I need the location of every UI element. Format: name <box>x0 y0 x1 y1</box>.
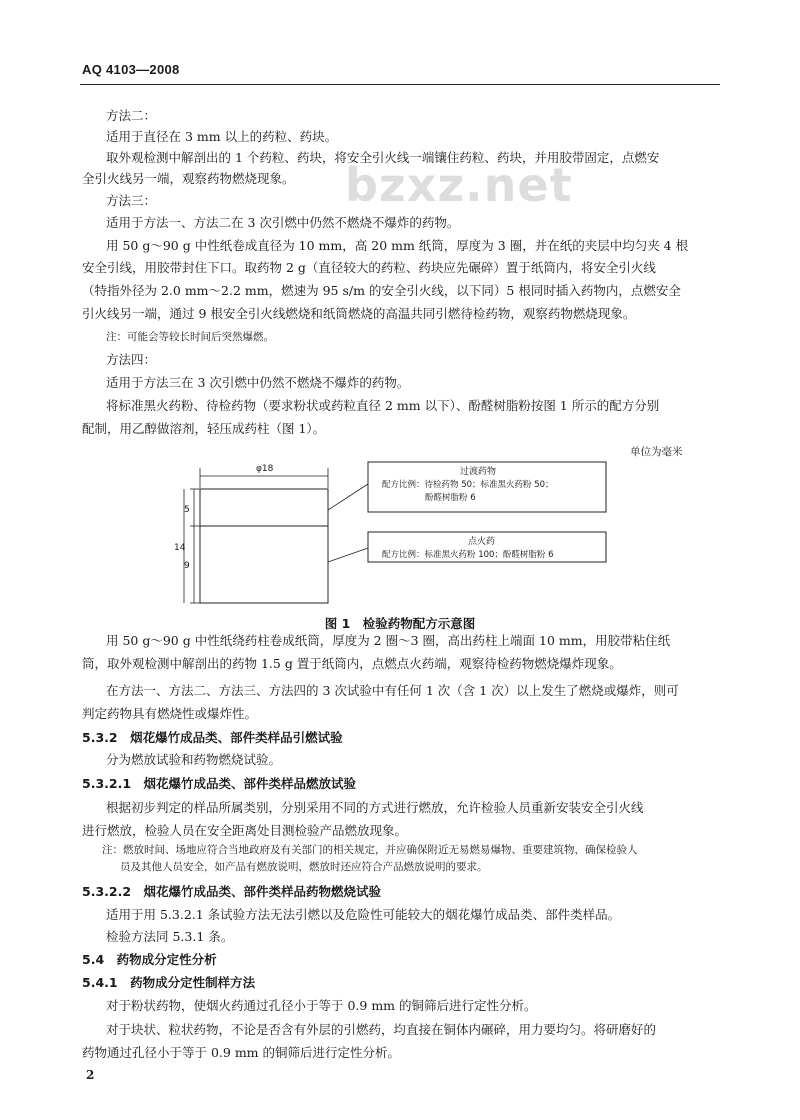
method-three-title: 方法三： <box>106 193 157 208</box>
note: 员及其他人员安全，如产品有燃放说明，燃放时还应符合产品燃放说明的要求。 <box>120 861 488 873</box>
box1-title: 过渡药物 <box>460 467 497 477</box>
page-number: 2 <box>86 1068 95 1082</box>
section-heading-5-3-2-1: 5.3.2.1 烟花爆竹成品类、部件类样品燃放试验 <box>82 776 357 791</box>
paragraph-line: （特指外径为 2.0 mm～2.2 mm，燃速为 95 s/m 的安全引火线，以下同）5 根同时插入药物内，点燃安全 <box>82 283 681 298</box>
paragraph-line: 引火线另一端，通过 9 根安全引火线燃烧和纸筒燃烧的高温共同引燃待检药物，观察药物燃烧现象。 <box>82 306 636 321</box>
section-heading-5-3-2: 5.3.2 烟花爆竹成品类、部件类样品引燃试验 <box>82 730 343 745</box>
paragraph-line: 将标准黑火药粉、待检药物（要求粉状或药粒直径 2 mm 以下）、酚醛树脂粉按图 1 所示的配方分别 <box>106 398 660 413</box>
paragraph-line: 筒，取外观检测中解剖出的药物 1.5 g 置于纸筒内，点燃点火药端，观察待检药物燃烧爆炸现象。 <box>82 656 622 671</box>
header-divider <box>80 84 720 85</box>
dim-top-label: 5 <box>184 505 190 515</box>
paragraph-line: 安全引线，用胶带封住下口。取药物 2 g（直径较大的药粒、药块应先碾碎）置于纸筒内，将安全引火线 <box>82 260 656 275</box>
paragraph-line: 适用于方法一、方法二在 3 次引燃中仍然不燃烧不爆炸的药物。 <box>106 215 460 230</box>
paragraph-line: 全引火线另一端，观察药物燃烧现象。 <box>82 171 295 186</box>
paragraph-line: 对于块状、粒状药物，不论是否含有外层的引燃药，均直接在铜体内碾碎，用力要均匀。将研磨好的 <box>106 1022 657 1037</box>
figure-diagram <box>150 452 650 612</box>
box2-title: 点火药 <box>468 537 496 547</box>
box1-line1: 配方比例：待检药物 50；标准黑火药粉 50； <box>382 480 554 490</box>
paragraph-line: 适用于直径在 3 mm 以上的药粒、药块。 <box>106 129 338 144</box>
section-heading-5-3-2-2: 5.3.2.2 烟花爆竹成品类、部件类样品药物燃烧试验 <box>82 884 382 899</box>
paragraph-line: 判定药物具有燃烧性或爆炸性。 <box>82 706 258 721</box>
method-four-title: 方法四： <box>106 352 157 367</box>
paragraph-line: 进行燃放，检验人员在安全距离处目测检验产品燃放现象。 <box>82 823 408 838</box>
note: 注：燃放时间、场地应符合当地政府及有关部门的相关规定，并应确保附近无易燃易爆物、重要建筑物，确保检验人 <box>102 844 638 856</box>
method-two-title: 方法二： <box>106 108 157 123</box>
paragraph-line: 配制，用乙醇做溶剂，轻压成药柱（图 1）。 <box>82 421 326 436</box>
section-heading-5-4: 5.4 药物成分定性分析 <box>82 952 217 967</box>
pellet-body <box>200 489 328 603</box>
paragraph-line: 检验方法同 5.3.1 条。 <box>106 929 234 944</box>
paragraph-line: 药物通过孔径小于等于 0.9 mm 的铜筛后进行定性分析。 <box>82 1045 401 1060</box>
dim-bottom-label: 9 <box>184 561 190 571</box>
dim-width-label: φ18 <box>256 464 274 474</box>
paragraph-line: 在方法一、方法二、方法三、方法四的 3 次试验中有任何 1 次（含 1 次）以上发生了燃烧或爆炸，则可 <box>106 683 679 698</box>
watermark: bzxz.net <box>345 158 573 212</box>
dim-height-label: 14 <box>174 543 186 553</box>
paragraph-line: 分为燃放试验和药物燃烧试验。 <box>106 752 282 767</box>
section-heading-5-4-1: 5.4.1 药物成分定性制样方法 <box>82 975 256 990</box>
document-code: AQ 4103—2008 <box>82 62 180 77</box>
figure-caption: 图 1 检验药物配方示意图 <box>324 616 476 631</box>
paragraph-line: 适用于方法三在 3 次引燃中仍然不燃烧不爆炸的药物。 <box>106 375 410 390</box>
paragraph-line: 取外观检测中解剖出的 1 个药粒、药块，将安全引火线一端镶住药粒、药块，并用胶带固定，点燃安 <box>106 150 660 165</box>
paragraph-line: 对于粉状药物，使烟火药通过孔径小于等于 0.9 mm 的铜筛后进行定性分析。 <box>106 998 537 1013</box>
paragraph-line: 用 50 g～90 g 中性纸绕药柱卷成纸筒，厚度为 2 圈～3 圈，高出药柱上端面 10 mm，用胶带粘住纸 <box>106 633 671 648</box>
paragraph-line: 根据初步判定的样品所属类别，分别采用不同的方式进行燃放，允许检验人员重新安装安全引火线 <box>106 800 644 815</box>
paragraph-line: 适用于用 5.3.2.1 条试验方法无法引燃以及危险性可能较大的烟花爆竹成品类、部件类样品。 <box>106 907 621 922</box>
note: 注：可能会等较长时间后突然爆燃。 <box>106 331 274 343</box>
paragraph-line: 用 50 g～90 g 中性纸卷成直径为 10 mm，高 20 mm 纸筒，厚度为 3 圈，并在纸的夹层中均匀夹 4 根 <box>106 238 689 253</box>
box1-line2: 酚醛树脂粉 6 <box>425 493 476 503</box>
unit-label: 单位为毫米 <box>630 446 683 458</box>
box2-line1: 配方比例：标准黑火药粉 100；酚醛树脂粉 6 <box>382 550 554 560</box>
